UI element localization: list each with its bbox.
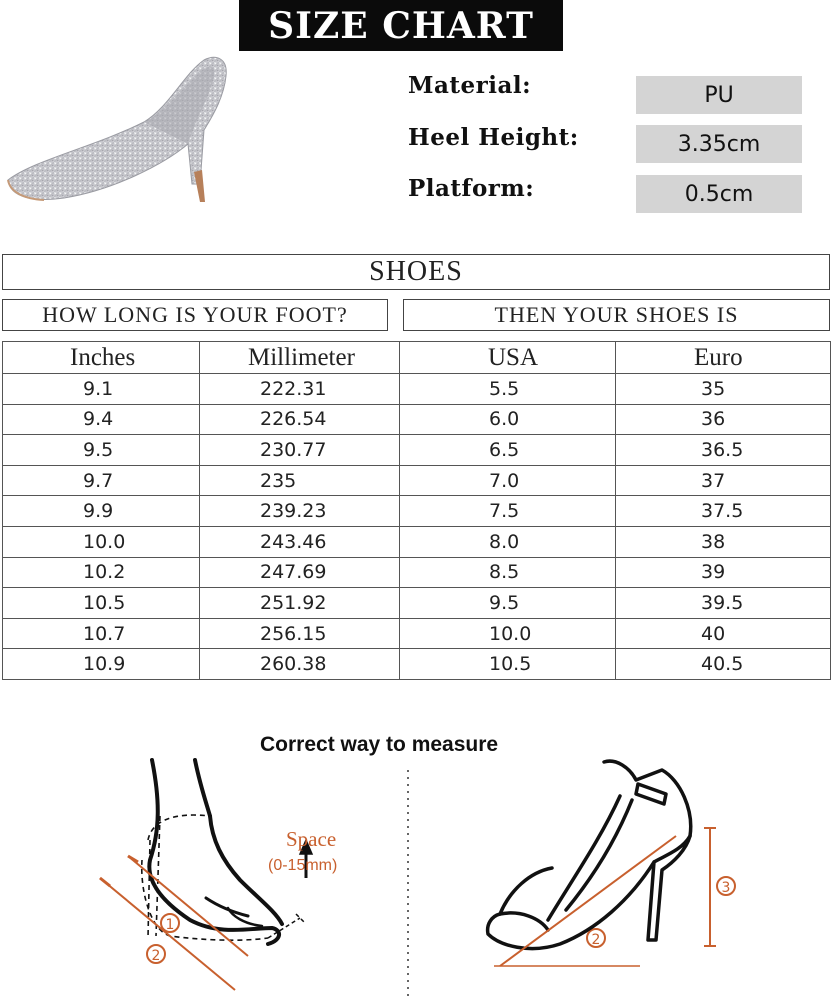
cell-millimeter: 239.23: [200, 496, 400, 527]
spec-platform-value: 0.5cm: [636, 175, 802, 213]
cell-euro: 40: [616, 618, 831, 649]
cell-usa: 9.5: [400, 588, 616, 619]
cell-millimeter: 247.69: [200, 557, 400, 588]
measure-markers: [147, 877, 735, 963]
table-header-row: [3, 342, 831, 374]
cell-euro: 35: [616, 374, 831, 405]
cell-euro: 40.5: [616, 649, 831, 680]
cell-usa: 7.0: [400, 465, 616, 496]
column-header-inches: Inches: [3, 342, 200, 374]
spec-material-value: PU: [636, 76, 802, 114]
cell-inches: 10.2: [3, 557, 200, 588]
table-row: [3, 496, 831, 527]
cell-millimeter: 230.77: [200, 435, 400, 466]
space-bracket: [268, 840, 312, 938]
cell-millimeter: 243.46: [200, 526, 400, 557]
table-row: [3, 374, 831, 405]
cell-millimeter: 235: [200, 465, 400, 496]
table-row: [3, 435, 831, 466]
cell-euro: 37.5: [616, 496, 831, 527]
size-chart-banner: SIZE CHART: [239, 0, 563, 51]
cell-inches: 9.5: [3, 435, 200, 466]
table-row: [3, 588, 831, 619]
column-header-usa: USA: [400, 342, 616, 374]
cell-euro: 37: [616, 465, 831, 496]
cell-usa: 8.0: [400, 526, 616, 557]
cell-inches: 10.0: [3, 526, 200, 557]
size-table: [2, 341, 831, 680]
cell-usa: 7.5: [400, 496, 616, 527]
foot-length-heading: HOW LONG IS YOUR FOOT?: [2, 299, 388, 331]
column-header-millimeter: Millimeter: [200, 342, 400, 374]
cell-inches: 10.7: [3, 618, 200, 649]
cell-millimeter: 256.15: [200, 618, 400, 649]
table-row: [3, 618, 831, 649]
cell-inches: 9.7: [3, 465, 200, 496]
cell-inches: 10.9: [3, 649, 200, 680]
cell-inches: 9.1: [3, 374, 200, 405]
space-range: (0-15mm): [268, 857, 338, 874]
cell-usa: 10.5: [400, 649, 616, 680]
marker-1: 1: [165, 917, 175, 933]
silver-pump-shoe-image: [4, 52, 236, 204]
cell-usa: 6.0: [400, 404, 616, 435]
cell-usa: 5.5: [400, 374, 616, 405]
measure-title: Correct way to measure: [260, 733, 499, 756]
table-row: [3, 557, 831, 588]
marker-2-right: 2: [591, 932, 601, 948]
table-row: [3, 649, 831, 680]
cell-inches: 9.9: [3, 496, 200, 527]
spec-heel-height-value: 3.35cm: [636, 125, 802, 163]
cell-millimeter: 251.92: [200, 588, 400, 619]
table-row: [3, 526, 831, 557]
shoe-size-heading: THEN YOUR SHOES IS: [403, 299, 830, 331]
table-row: [3, 404, 831, 435]
cell-inches: 10.5: [3, 588, 200, 619]
column-header-euro: Euro: [616, 342, 831, 374]
cell-euro: 36: [616, 404, 831, 435]
cell-euro: 36.5: [616, 435, 831, 466]
marker-3: 3: [721, 880, 731, 896]
cell-millimeter: 226.54: [200, 404, 400, 435]
marker-2-left: 2: [151, 948, 161, 964]
cell-euro: 39: [616, 557, 831, 588]
space-label: Space: [286, 827, 337, 851]
cell-inches: 9.4: [3, 404, 200, 435]
spec-heel-height-label: Heel Height:: [408, 124, 579, 151]
cell-euro: 39.5: [616, 588, 831, 619]
sandal-heel-diagram: [488, 761, 691, 948]
measure-diagram: [0, 740, 832, 1000]
cell-euro: 38: [616, 526, 831, 557]
table-title: SHOES: [2, 254, 830, 290]
cell-millimeter: 260.38: [200, 649, 400, 680]
cell-usa: 8.5: [400, 557, 616, 588]
cell-usa: 10.0: [400, 618, 616, 649]
spec-material-label: Material:: [408, 72, 532, 99]
cell-millimeter: 222.31: [200, 374, 400, 405]
cell-usa: 6.5: [400, 435, 616, 466]
table-row: [3, 465, 831, 496]
spec-platform-label: Platform:: [408, 175, 535, 202]
